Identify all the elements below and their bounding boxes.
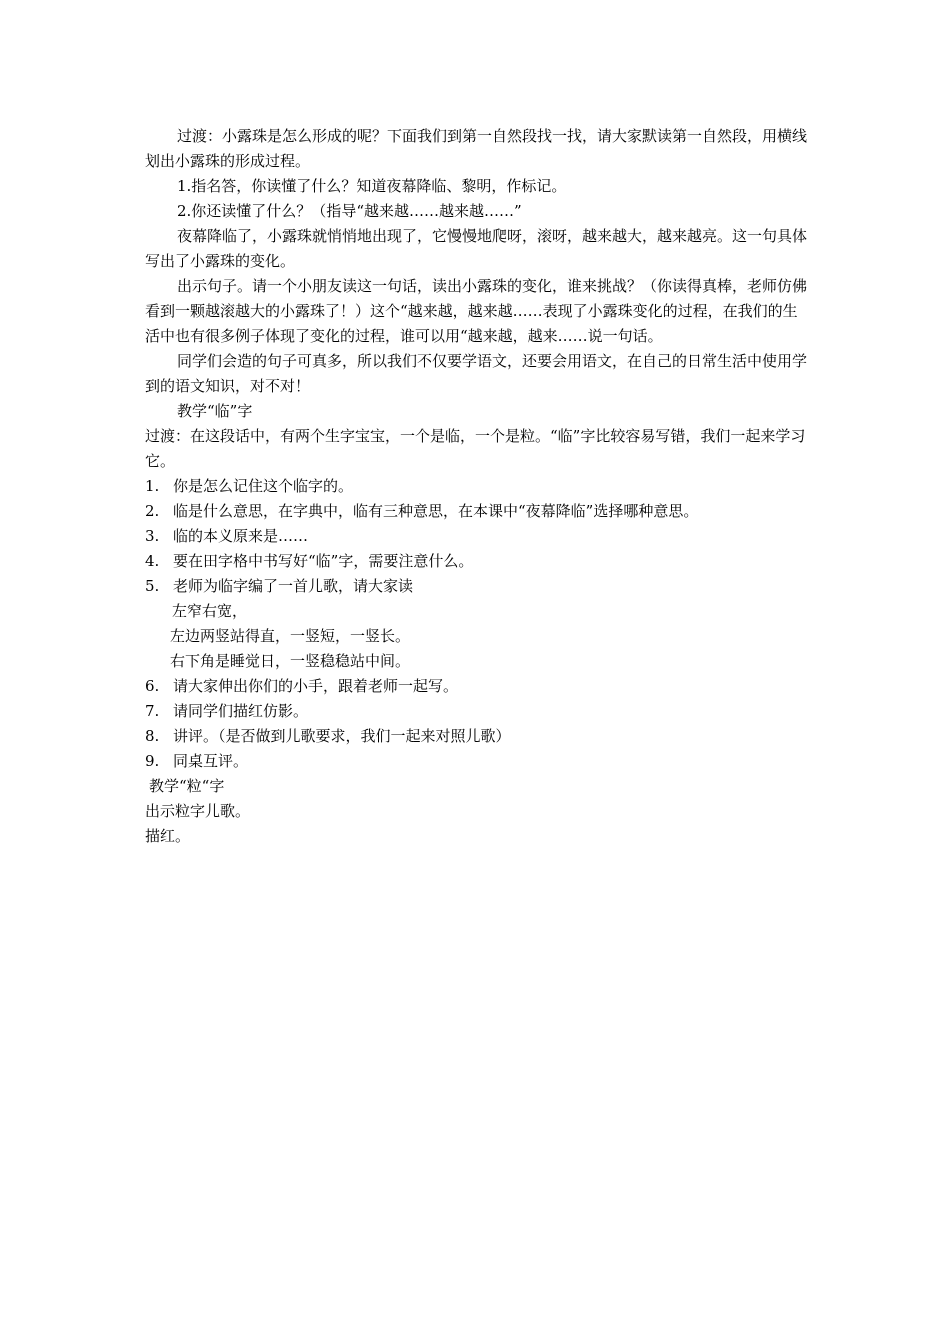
heading-teach-lin: 教学“临”字	[177, 402, 253, 420]
numbered-list-lin	[145, 474, 810, 599]
rhyme-line: 右下角是睡觉日，一竖稳稳站中间。	[170, 652, 411, 670]
list-item	[145, 474, 810, 499]
list-item	[145, 524, 810, 549]
list-text: 同桌互评。	[173, 752, 249, 770]
list-text: 临的本义原来是……	[173, 527, 309, 545]
numbered-list-practice	[145, 674, 810, 774]
list-text: 临是什么意思，在字典中，临有三种意思，在本课中“夜幕降临”选择哪种意思。	[173, 502, 699, 520]
list-text: 请大家伸出你们的小手，跟着老师一起写。	[173, 677, 459, 695]
list-number: 9.	[145, 752, 160, 770]
list-text: 要在田字格中书写好“临”字，需要注意什么。	[173, 552, 474, 570]
list-number: 5.	[145, 577, 160, 595]
list-number: 4.	[145, 552, 160, 570]
list-item	[145, 674, 810, 699]
list-text: 老师为临字编了一首儿歌，请大家读	[173, 577, 414, 595]
list-text: 你是怎么记住这个临字的。	[173, 477, 354, 495]
document-page	[145, 124, 810, 849]
paragraph-step-2: 2.你还读懂了什么？（指导“越来越……越来越……”	[177, 202, 522, 220]
list-item	[145, 574, 810, 599]
paragraph-tracing: 描红。	[145, 827, 191, 845]
list-item	[145, 749, 810, 774]
list-number: 8.	[145, 727, 160, 745]
paragraph-step-1: 1.指名答，你读懂了什么？知道夜幕降临、黎明，作标记。	[177, 177, 567, 195]
list-item	[145, 699, 810, 724]
list-number: 3.	[145, 527, 160, 545]
list-number: 2.	[145, 502, 160, 520]
heading-teach-li: 教学“粒“字	[149, 777, 225, 795]
list-item	[145, 499, 810, 524]
list-text: 请同学们描红仿影。	[173, 702, 309, 720]
list-item	[145, 724, 810, 749]
paragraph-night-falls: 夜幕降临了，小露珠就悄悄地出现了，它慢慢地爬呀，滚呀，越来越大，越来越亮。这一句具体写出了小露珠的变化。	[145, 227, 808, 270]
list-number: 6.	[145, 677, 160, 695]
paragraph-transition-formation: 过渡：小露珠是怎么形成的呢？下面我们到第一自然段找一找，请大家默读第一自然段，用横线划出小露珠的形成过程。	[145, 127, 808, 170]
list-text: 讲评。（是否做到儿歌要求，我们一起来对照儿歌）	[173, 727, 511, 745]
list-number: 1.	[145, 477, 160, 495]
children-rhyme	[145, 599, 810, 674]
list-item	[145, 549, 810, 574]
paragraph-make-sentences: 同学们会造的句子可真多，所以我们不仅要学语文，还要会用语文，在自己的日常生活中使用学到的语文知识，对不对！	[145, 352, 808, 395]
rhyme-line: 左边两竖站得直，一竖短，一竖长。	[170, 627, 411, 645]
paragraph-transition-new-chars: 过渡：在这段话中，有两个生字宝宝，一个是临，一个是粒。“临”字比较容易写错，我们一起来学习它。	[145, 427, 806, 470]
rhyme-line: 左窄右宽，	[172, 602, 248, 620]
paragraph-show-sentence: 出示句子。请一个小朋友读这一句话，读出小露珠的变化，谁来挑战？（你读得真棒，老师仿佛看到一颗越滚越大的小露珠了！）这个“越来越，越来越……表现了小露珠变化的过程，在我们的生活中也有很多例子体现了变化的过程，谁可以用“越来越，越来……说一句话。	[145, 277, 808, 345]
list-number: 7.	[145, 702, 160, 720]
paragraph-show-li-rhyme: 出示粒字儿歌。	[145, 802, 251, 820]
